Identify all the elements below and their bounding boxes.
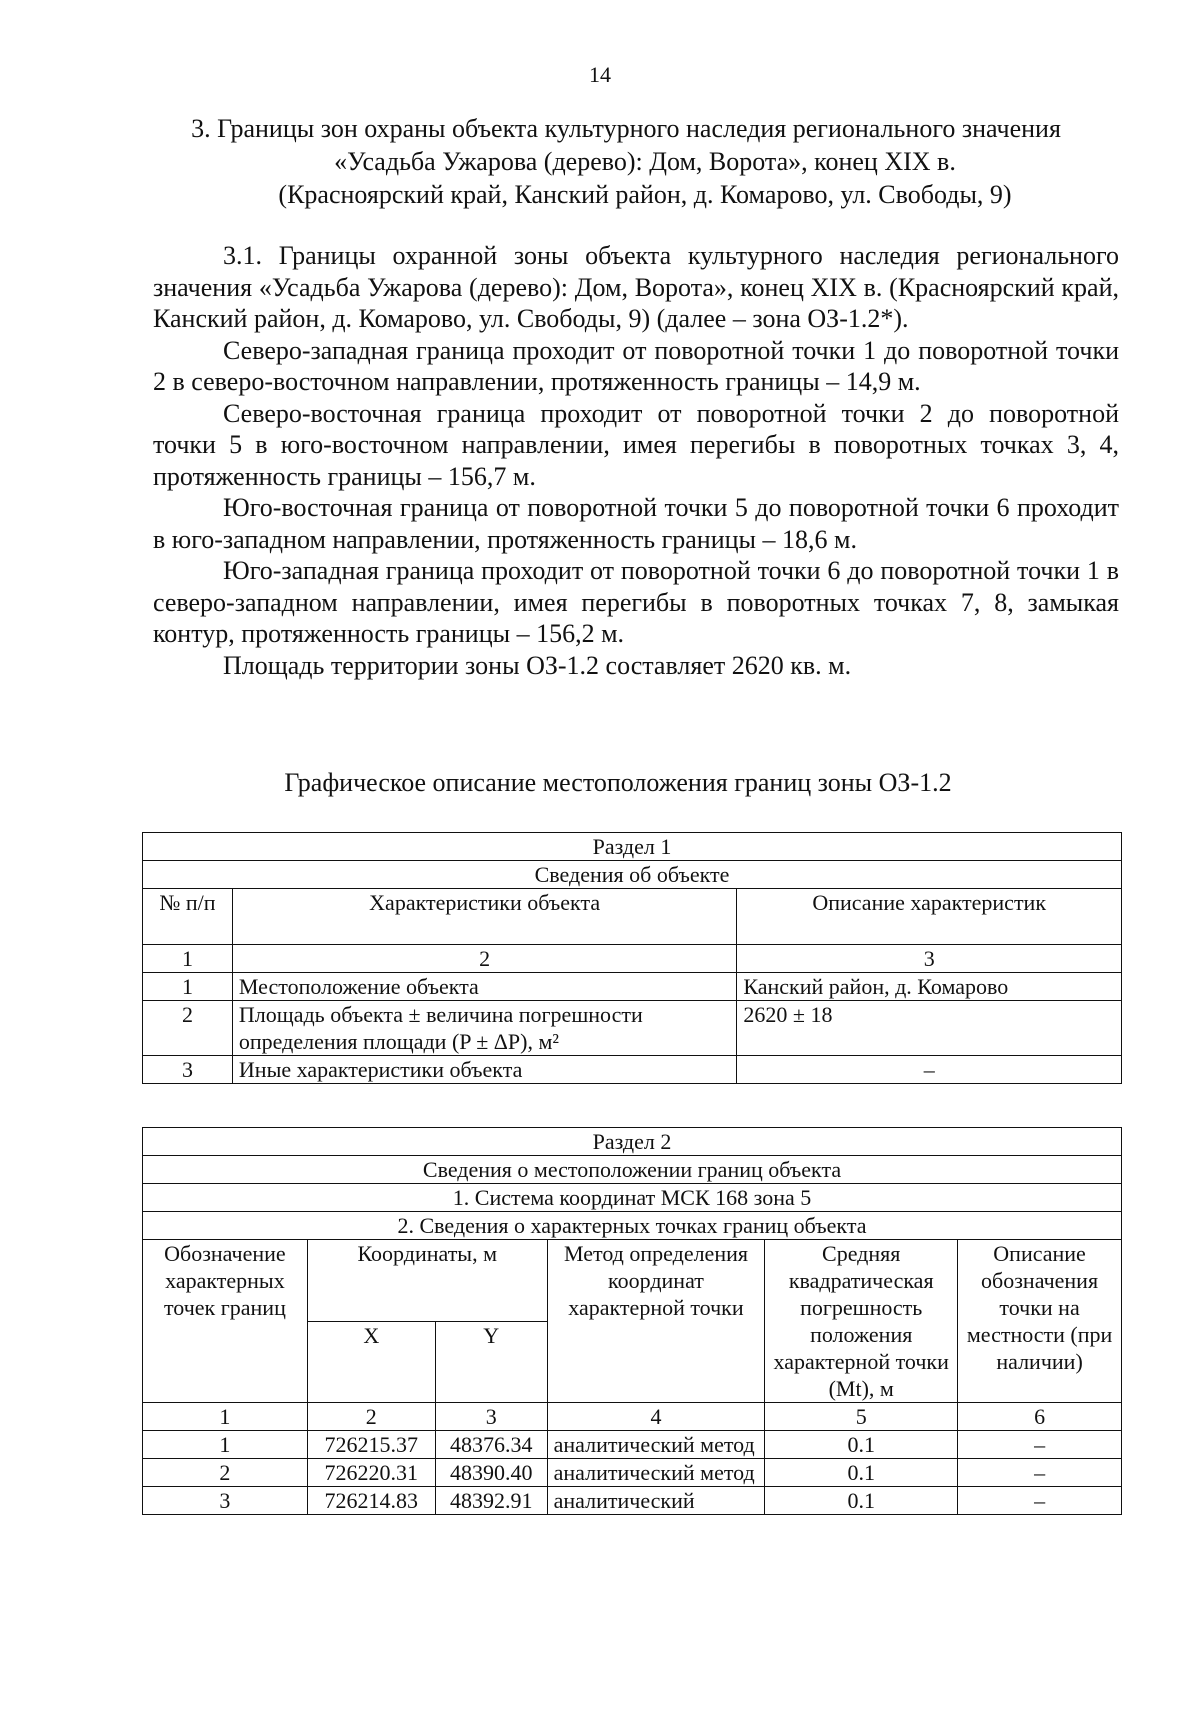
paragraph: Северо-восточная граница проходит от поворотной точки 2 до поворотной точки 5 в юго-восточном направлении, имея перегибы в поворотных точках 3, 4, протяженность границы – 156,7 м. [153, 398, 1119, 491]
point-y: 48376.34 [435, 1431, 547, 1459]
table-row [143, 1431, 1122, 1459]
point-method: аналитический метод [547, 1431, 765, 1459]
point-method: аналитический метод [547, 1459, 765, 1487]
point-desc: – [958, 1487, 1122, 1515]
header-description: Описание характеристик [737, 889, 1122, 945]
point-mt: 0.1 [765, 1459, 958, 1487]
table-row [143, 1056, 1122, 1084]
page-number: 14 [589, 62, 611, 87]
row-value: 2620 ± 18 [737, 1001, 1122, 1056]
point-mt: 0.1 [765, 1487, 958, 1515]
col-number: 4 [547, 1403, 765, 1431]
heading-line-2: «Усадьба Ужарова (дерево): Дом, Ворота», конец XIX в. [334, 147, 956, 176]
col-number: 6 [958, 1403, 1122, 1431]
col-number: 3 [737, 945, 1122, 973]
point-x: 726214.83 [307, 1487, 435, 1515]
row-value: – [737, 1056, 1122, 1084]
paragraph: Площадь территории зоны ОЗ-1.2 составляет 2620 кв. м. [223, 650, 852, 680]
section-2-table [142, 1127, 1122, 1515]
header-num: № п/п [143, 889, 233, 945]
section-2-title: Раздел 2 [143, 1128, 1122, 1156]
header-error: Средняя квадратическая погрешность положения характерной точки (Mt), м [765, 1240, 958, 1403]
paragraph: 3.1. Границы охранной зоны объекта культурного наследия регионального значения «Усадьба Ужарова (дерево): Дом, Ворота», конец XIX в. (Красноярский край, Канский район, д. Комарово, ул. Свободы, 9) (далее – зона ОЗ-1.2*). [153, 241, 1119, 333]
point-desc: – [958, 1431, 1122, 1459]
row-num: 3 [143, 1056, 233, 1084]
row-name: Площадь объекта ± величина погрешности определения площади (P ± ΔP), м² [232, 1001, 736, 1056]
row-name: Местоположение объекта [232, 973, 736, 1001]
header-designation: Обозначение характерных точек границ [143, 1240, 308, 1403]
point-x: 726220.31 [307, 1459, 435, 1487]
section-2-subtitle: Сведения о местоположении границ объекта [143, 1156, 1122, 1184]
point-y: 48392.91 [435, 1487, 547, 1515]
table-row [143, 973, 1122, 1001]
body-text [153, 240, 1119, 681]
point-id: 2 [143, 1459, 308, 1487]
table-row [143, 1001, 1122, 1056]
heading-line-3: (Красноярский край, Канский район, д. Комарово, ул. Свободы, 9) [278, 180, 1012, 209]
paragraph: Юго-западная граница проходит от поворотной точки 6 до поворотной точки 1 в северо-западном направлении, имея перегибы в поворотных точках 7, 8, замыкая контур, протяженность границы – 156,2 м. [153, 556, 1119, 648]
col-number: 5 [765, 1403, 958, 1431]
paragraph: Юго-восточная граница от поворотной точки 5 до поворотной точки 6 проходит в юго-западном направлении, протяженность границы – 18,6 м. [153, 493, 1119, 554]
table-row [143, 1459, 1122, 1487]
paragraph: Северо-западная граница проходит от поворотной точки 1 до поворотной точки 2 в северо-восточном направлении, протяженность границы – 14,9 м. [153, 335, 1119, 396]
section-1-subtitle: Сведения об объекте [143, 861, 1122, 889]
header-coords: Координаты, м [307, 1240, 547, 1322]
section-1-title: Раздел 1 [143, 833, 1122, 861]
point-id: 3 [143, 1487, 308, 1515]
point-x: 726215.37 [307, 1431, 435, 1459]
header-characteristics: Характеристики объекта [232, 889, 736, 945]
header-y: Y [435, 1321, 547, 1403]
header-point-description: Описание обозначения точки на местности (при наличии) [958, 1240, 1122, 1403]
section-1-table [142, 832, 1122, 1084]
col-number: 3 [435, 1403, 547, 1431]
col-number: 1 [143, 1403, 308, 1431]
header-method: Метод определения координат характерной точки [547, 1240, 765, 1403]
row-num: 2 [143, 1001, 233, 1056]
row-value: Канский район, д. Комарово [737, 973, 1122, 1001]
point-id: 1 [143, 1431, 308, 1459]
points-title: 2. Сведения о характерных точках границ объекта [143, 1212, 1122, 1240]
heading-line-1: 3. Границы зон охраны объекта культурного наследия регионального значения [191, 114, 1061, 143]
table-caption: Графическое описание местоположения границ зоны ОЗ-1.2 [284, 768, 952, 797]
point-desc: – [958, 1459, 1122, 1487]
header-x: X [307, 1321, 435, 1403]
row-num: 1 [143, 973, 233, 1001]
table-row [143, 1487, 1122, 1515]
col-number: 2 [307, 1403, 435, 1431]
point-mt: 0.1 [765, 1431, 958, 1459]
col-number: 1 [143, 945, 233, 973]
coord-system: 1. Система координат МСК 168 зона 5 [143, 1184, 1122, 1212]
point-y: 48390.40 [435, 1459, 547, 1487]
col-number: 2 [232, 945, 736, 973]
row-name: Иные характеристики объекта [232, 1056, 736, 1084]
section-heading [150, 112, 1140, 211]
point-method: аналитический [547, 1487, 765, 1515]
